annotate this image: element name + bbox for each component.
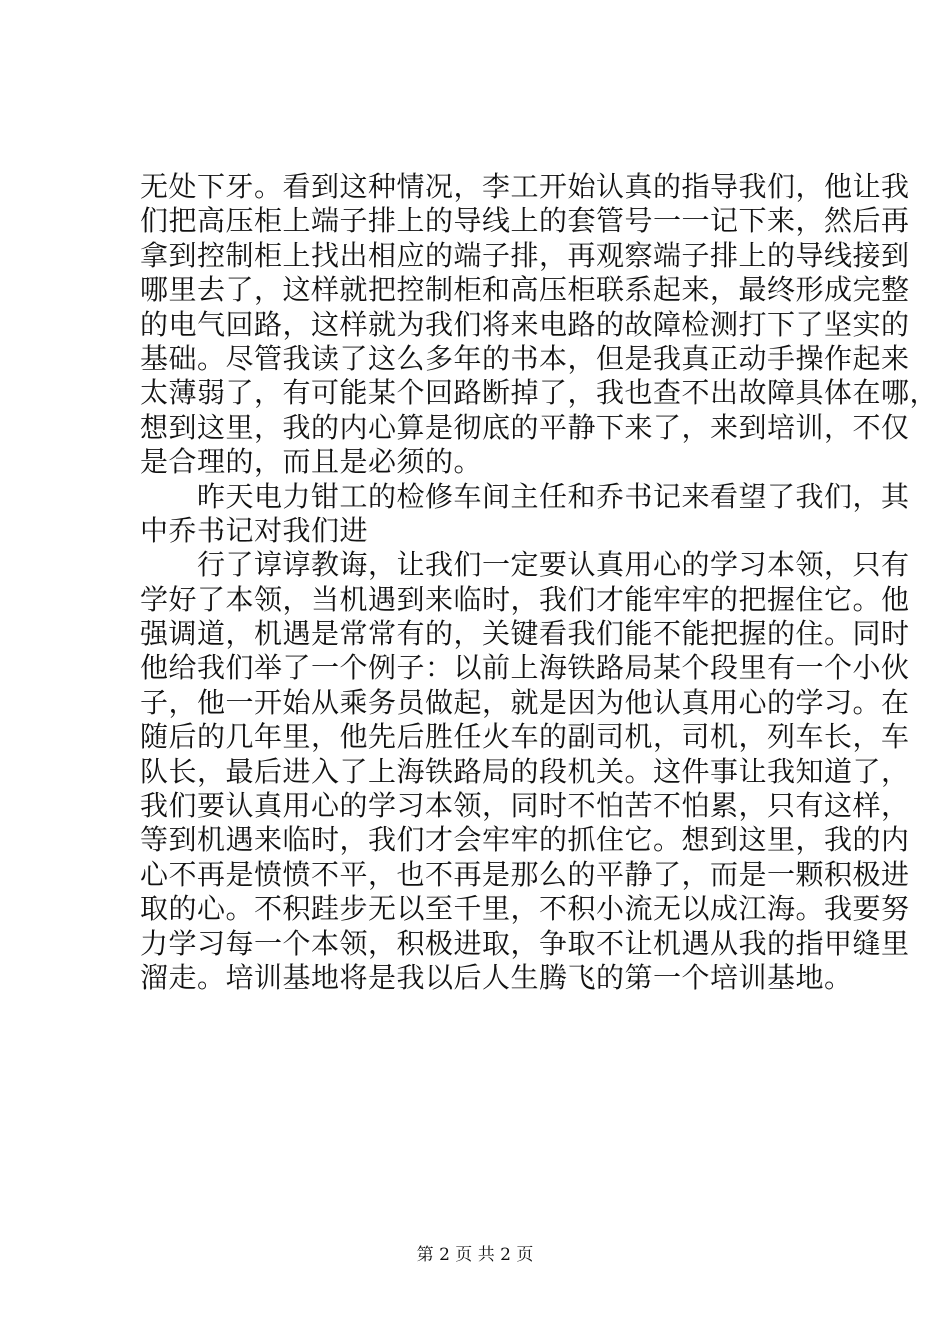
text-line: 想到这里，我的内心算是彻底的平静下来了，来到培训，不仅 [140,410,910,444]
text-line: 们把高压柜上端子排上的导线上的套管号一一记下来，然后再 [140,204,910,238]
text-line: 中乔书记对我们进 [140,513,369,547]
text-line: 溜走。培训基地将是我以后人生腾飞的第一个培训基地。 [140,960,853,994]
text-line: 的电气回路，这样就为我们将来电路的故障检测打下了坚实的 [140,307,910,341]
text-line: 哪里去了，这样就把控制柜和高压柜联系起来，最终形成完整 [140,273,910,307]
document-body [140,170,939,995]
text-line: 子，他一开始从乘务员做起，就是因为他认真用心的学习。在 [140,685,910,719]
text-line: 我们要认真用心的学习本领，同时不怕苦不怕累，只有这样， [140,789,910,823]
text-line: 学好了本领，当机遇到来临时，我们才能牢牢的把握住它。他 [140,582,910,616]
text-line: 随后的几年里，他先后胜任火车的副司机，司机，列车长，车 [140,720,910,754]
text-line: 取的心。不积跬步无以至千里，不积小流无以成江海。我要努 [140,892,910,926]
text-line: 等到机遇来临时，我们才会牢牢的抓住它。想到这里，我的内 [140,823,910,857]
page-number-footer: 第 2 页 共 2 页 [416,1245,534,1265]
text-line: 他给我们举了一个例子：以前上海铁路局某个段里有一个小伙 [140,651,910,685]
text-line: 心不再是愤愤不平，也不再是那么的平静了，而是一颗积极进 [140,857,910,891]
text-line: 太薄弱了，有可能某个回路断掉了，我也查不出故障具体在哪， [140,376,939,410]
text-line: 队长，最后进入了上海铁路局的段机关。这件事让我知道了， [140,754,910,788]
text-line: 强调道，机遇是常常有的，关键看我们能不能把握的住。同时 [140,617,910,651]
text-line: 无处下牙。看到这种情况，李工开始认真的指导我们，他让我 [140,170,910,203]
text-line: 基础。尽管我读了这么多年的书本，但是我真正动手操作起来 [140,341,910,375]
text-line: 行了谆谆教诲，让我们一定要认真用心的学习本领，只有 [140,548,910,582]
text-line: 力学习每一个本领，积极进取，争取不让机遇从我的指甲缝里 [140,926,910,960]
text-line: 拿到控制柜上找出相应的端子排，再观察端子排上的导线接到 [140,238,910,272]
text-line: 昨天电力钳工的检修车间主任和乔书记来看望了我们，其 [140,479,910,513]
text-line: 是合理的，而且是必须的。 [140,445,483,479]
